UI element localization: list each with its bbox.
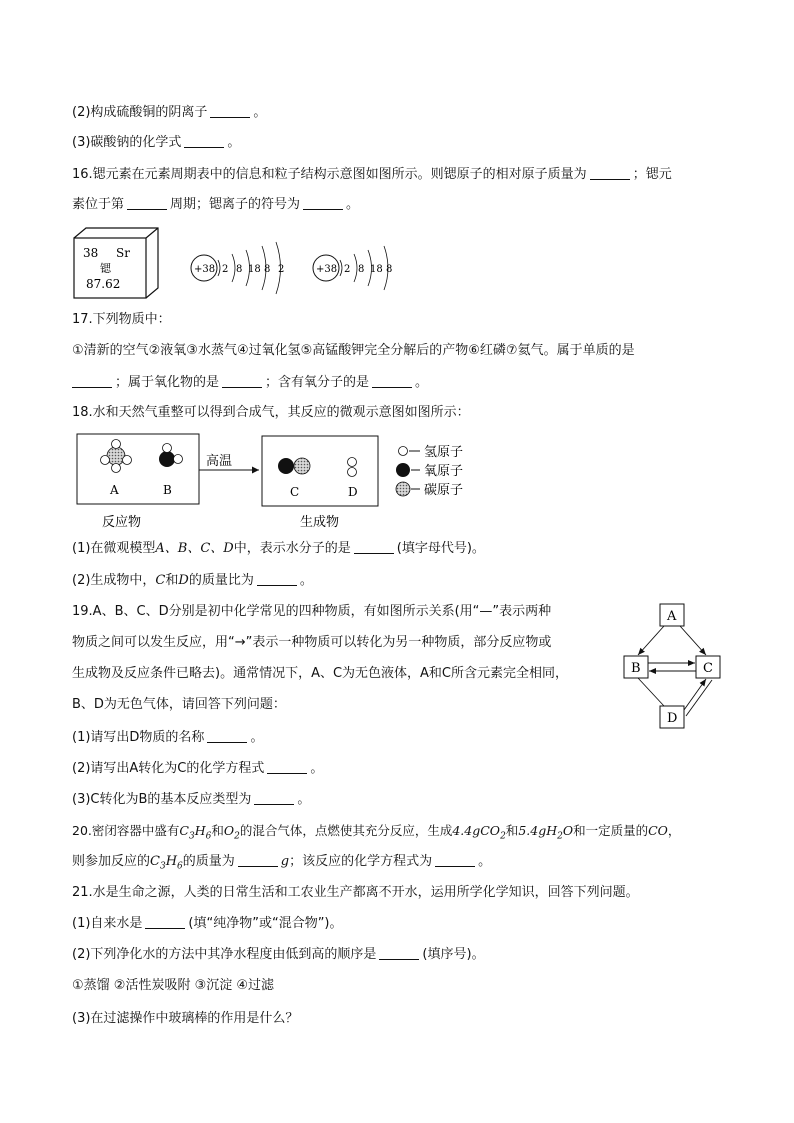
node-c: C bbox=[703, 661, 713, 676]
reaction-condition: 高温 bbox=[206, 454, 233, 469]
answer-blank[interactable] bbox=[354, 541, 394, 554]
label-c: C bbox=[290, 485, 300, 499]
hydrogen-legend-icon bbox=[399, 447, 408, 456]
q21-options: ①蒸馏 ②活性炭吸附 ③沉淀 ④过滤 bbox=[72, 978, 275, 993]
answer-blank[interactable] bbox=[379, 947, 419, 960]
answer-blank[interactable] bbox=[435, 854, 475, 867]
answer-blank[interactable] bbox=[207, 730, 247, 743]
legend-carbon: 碳原子 bbox=[424, 483, 464, 498]
q19-line3: 生成物及反应条件已略去)。通常情况下，A、C为无色液体，A和C所含元素完全相同， bbox=[72, 666, 569, 681]
atom-nucleus: +38 bbox=[194, 264, 216, 275]
q19-part2: (2)请写出A转化为C的化学方程式 。 bbox=[72, 761, 324, 776]
q18-part1: (1)在微观模型A、B、C、D中，表示水分子的是 (填字母代号)。 bbox=[72, 541, 485, 556]
sr-atom-diagram bbox=[191, 242, 284, 294]
answer-blank[interactable] bbox=[210, 105, 250, 118]
reactants-label: 反应物 bbox=[102, 515, 142, 530]
shell-electrons: 2 bbox=[222, 264, 229, 275]
arrow-a-to-c bbox=[680, 626, 706, 655]
legend-hydrogen: 氢原子 bbox=[424, 445, 464, 460]
answer-blank[interactable] bbox=[257, 573, 297, 586]
q19-line1: 19.A、B、C、D分别是初中化学常见的四种物质，有如图所示关系(用“—”表示两种 bbox=[72, 604, 552, 619]
node-b: B bbox=[631, 661, 641, 676]
q19-line2: 物质之间可以发生反应，用“→”表示一种物质可以转化为另一种物质，部分反应物或 bbox=[72, 635, 552, 650]
line-b-d bbox=[638, 678, 664, 706]
q17-items: ①清新的空气②液氧③水蒸气④过氧化氢⑤高锰酸钾完全分解后的产物⑥红磷⑦氦气。属于单质的是 bbox=[72, 343, 635, 358]
q18-part2: (2)生成物中，C和D的质量比为 。 bbox=[72, 573, 313, 588]
arrow-d-to-c bbox=[684, 679, 706, 710]
answer-blank[interactable] bbox=[222, 375, 262, 388]
q15-part2: (2)构成硫酸铜的阴离子 。 bbox=[72, 105, 267, 120]
q17-answers: ；属于氧化物的是 ；含有氧分子的是 。 bbox=[72, 374, 428, 392]
legend bbox=[396, 445, 463, 498]
label-b: B bbox=[163, 483, 172, 497]
q21-part3: (3)在过滤操作中玻璃棒的作用是什么？ bbox=[72, 1011, 299, 1026]
answer-blank[interactable] bbox=[267, 761, 307, 774]
carbon-legend-icon bbox=[396, 482, 410, 496]
q20-line2: 则参加反应的$C_3H_6$的质量为 g；该反应的化学方程式为 。 bbox=[72, 854, 492, 872]
q21-part2: (2)下列净化水的方法中其净水程度由低到高的顺序是 (填序号)。 bbox=[72, 947, 485, 962]
shell-electrons: 18 bbox=[248, 264, 261, 275]
shell-electrons: 8 bbox=[358, 264, 365, 275]
sr-ion-diagram bbox=[313, 246, 392, 290]
q15-part3: (3)碳酸钠的化学式 。 bbox=[72, 135, 241, 150]
shell-electrons: 2 bbox=[278, 264, 285, 275]
strontium-figure bbox=[72, 226, 412, 302]
answer-blank[interactable] bbox=[303, 197, 343, 210]
answer-blank[interactable] bbox=[590, 167, 630, 180]
answer-blank[interactable] bbox=[127, 197, 167, 210]
line-c-d bbox=[686, 680, 712, 716]
q20-line1: 20.密闭容器中盛有$C_3H_6$和$O_2$的混合气体，点燃使其充分反应，生成4.4gCO$_2$和$5.4gH_2O$和一定质量的CO， bbox=[72, 823, 681, 842]
node-a: A bbox=[667, 609, 677, 624]
q16-text-line1: 16.锶元素在元素周期表中的信息和粒子结构示意图如图所示。则锶原子的相对原子质量为 ；锶元 bbox=[72, 167, 672, 182]
shell-electrons: 8 bbox=[386, 264, 393, 275]
shell-electrons: 18 bbox=[370, 264, 383, 275]
arrowhead bbox=[252, 467, 259, 474]
shell-electrons: 2 bbox=[344, 264, 351, 275]
answer-blank[interactable] bbox=[372, 375, 412, 388]
q18-title: 18.水和天然气重整可以得到合成气，其反应的微观示意图如图所示： bbox=[72, 405, 470, 420]
products-label: 生成物 bbox=[300, 515, 340, 530]
relationship-diagram bbox=[620, 600, 728, 732]
label-d: D bbox=[348, 485, 358, 499]
arrow-a-to-b bbox=[638, 626, 664, 655]
q21-title: 21.水是生命之源，人类的日常生活和工农业生产都离不开水，运用所学化学知识，回答下列问题。 bbox=[72, 885, 639, 900]
periodic-table-cell bbox=[74, 228, 158, 298]
q19-part3: (3)C转化为B的基本反应类型为 。 bbox=[72, 792, 311, 807]
atomic-mass: 87.62 bbox=[86, 277, 121, 291]
element-name: 锶 bbox=[100, 262, 111, 275]
shell-electrons: 8 bbox=[264, 264, 271, 275]
label-a: A bbox=[110, 483, 119, 497]
oxygen-legend-icon bbox=[396, 463, 410, 477]
reaction-diagram bbox=[72, 430, 482, 534]
element-symbol: Sr bbox=[116, 246, 130, 260]
shell-electrons: 8 bbox=[236, 264, 243, 275]
q19-part1: (1)请写出D物质的名称 。 bbox=[72, 730, 264, 745]
q17-title: 17.下列物质中： bbox=[72, 312, 171, 327]
node-d: D bbox=[667, 711, 678, 726]
q21-part1: (1)自来水是 (填“纯净物”或“混合物”)。 bbox=[72, 916, 343, 931]
ion-nucleus: +38 bbox=[316, 264, 338, 275]
answer-blank[interactable] bbox=[145, 916, 185, 929]
answer-blank[interactable] bbox=[254, 792, 294, 805]
answer-blank[interactable] bbox=[238, 854, 278, 867]
answer-blank[interactable] bbox=[72, 375, 112, 388]
atomic-number: 38 bbox=[83, 246, 99, 260]
q16-text-line2: 素位于第 周期；锶离子的符号为 。 bbox=[72, 197, 360, 212]
legend-oxygen: 氧原子 bbox=[424, 464, 464, 479]
answer-blank[interactable] bbox=[184, 135, 224, 148]
q19-line4: B、D为无色气体，请回答下列问题： bbox=[72, 697, 286, 712]
